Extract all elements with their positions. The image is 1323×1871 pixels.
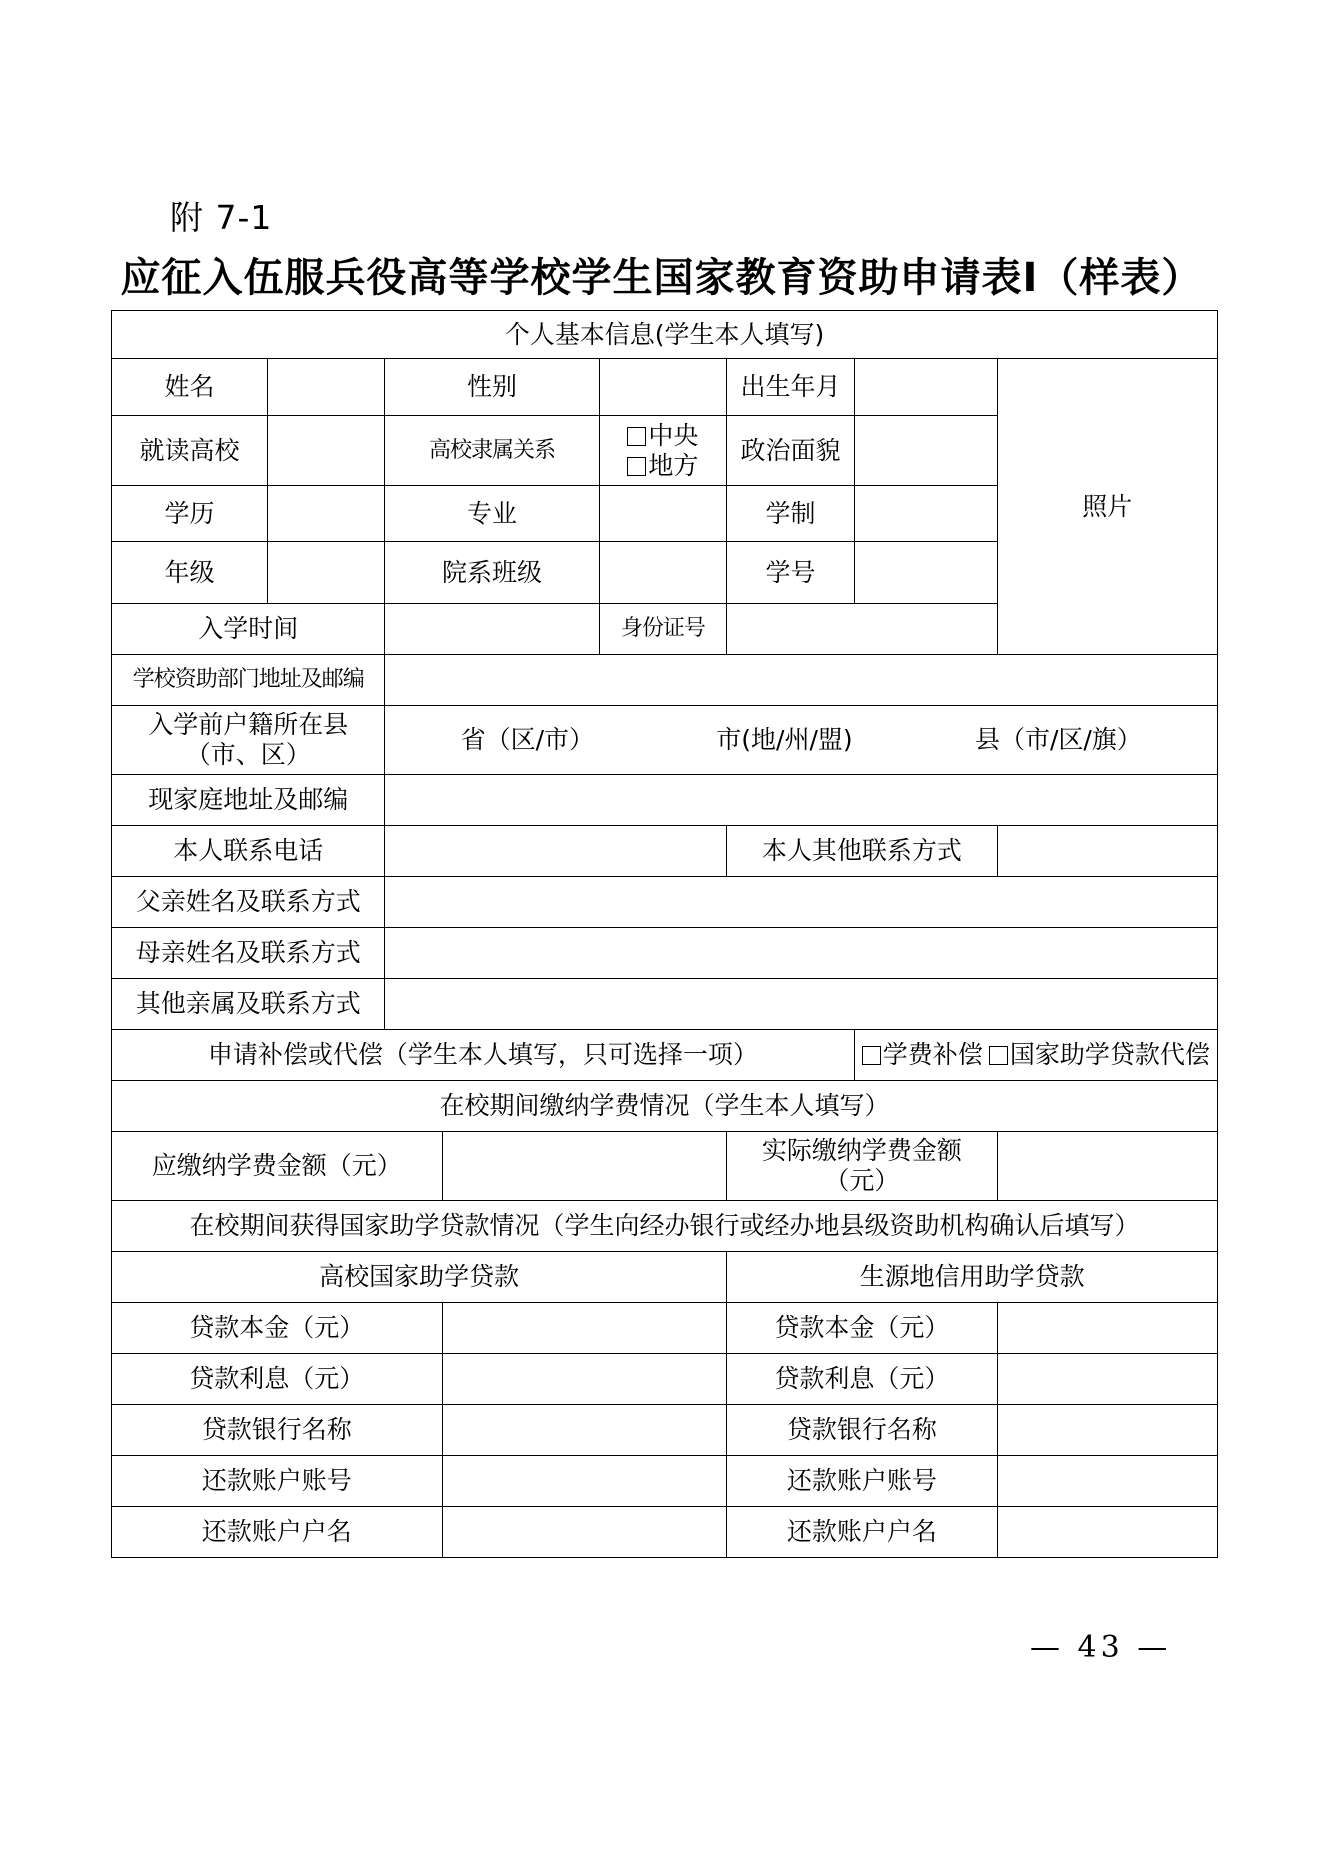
label-interest: 贷款利息（元）	[112, 1354, 443, 1405]
field-bank-school[interactable]	[442, 1405, 727, 1456]
label-city: 市(地/州/盟)	[716, 725, 853, 755]
checkbox-icon[interactable]	[627, 427, 646, 446]
field-home-addr[interactable]	[385, 775, 1218, 826]
label-loan-origin: 生源地信用助学贷款	[727, 1252, 1218, 1303]
label-relative: 其他亲属及联系方式	[112, 979, 385, 1030]
field-household-region[interactable]	[385, 706, 1218, 775]
label-duration: 学制	[727, 486, 855, 542]
label-photo: 照片	[1082, 491, 1133, 521]
label-birth: 出生年月	[727, 359, 855, 416]
label-fee-due: 应缴纳学费金额（元）	[112, 1132, 443, 1201]
affiliation-options	[599, 416, 727, 486]
field-account-name-school[interactable]	[442, 1507, 727, 1558]
field-interest-origin[interactable]	[997, 1354, 1217, 1405]
field-phone[interactable]	[385, 826, 727, 877]
field-account-no-origin[interactable]	[997, 1456, 1217, 1507]
label-home-addr: 现家庭地址及邮编	[112, 775, 385, 826]
field-duration[interactable]	[854, 486, 997, 542]
label-id-no: 身份证号	[599, 604, 727, 655]
field-other-contact[interactable]	[997, 826, 1217, 877]
label-principal: 贷款本金（元）	[727, 1303, 997, 1354]
field-principal-origin[interactable]	[997, 1303, 1217, 1354]
field-birth[interactable]	[854, 359, 997, 416]
section-loan: 在校期间获得国家助学贷款情况（学生向经办银行或经办地县级资助机构确认后填写）	[112, 1201, 1218, 1252]
field-account-no-school[interactable]	[442, 1456, 727, 1507]
field-gender[interactable]	[599, 359, 727, 416]
label-dept-class: 院系班级	[385, 542, 599, 604]
section-fee: 在校期间缴纳学费情况（学生本人填写）	[112, 1081, 1218, 1132]
label-grade: 年级	[112, 542, 268, 604]
checkbox-icon[interactable]	[989, 1046, 1008, 1065]
checkbox-icon[interactable]	[627, 457, 646, 476]
label-loan-school: 高校国家助学贷款	[112, 1252, 727, 1303]
label-household: 入学前户籍所在县 （市、区）	[112, 706, 385, 775]
field-mother[interactable]	[385, 928, 1218, 979]
field-id-no[interactable]	[727, 604, 997, 655]
field-father[interactable]	[385, 877, 1218, 928]
label-other-contact: 本人其他联系方式	[727, 826, 997, 877]
field-aid-dept-addr[interactable]	[385, 655, 1218, 706]
field-fee-due[interactable]	[442, 1132, 727, 1201]
option-central[interactable]: 中央	[627, 421, 698, 451]
field-grade[interactable]	[268, 542, 385, 604]
label-mother: 母亲姓名及联系方式	[112, 928, 385, 979]
label-gender: 性别	[385, 359, 599, 416]
checkbox-icon[interactable]	[862, 1046, 881, 1065]
field-enroll-time[interactable]	[385, 604, 599, 655]
option-local[interactable]: 地方	[627, 451, 698, 481]
field-principal-school[interactable]	[442, 1303, 727, 1354]
label-school: 就读高校	[112, 416, 268, 486]
photo-box[interactable]	[997, 359, 1217, 655]
field-dept-class[interactable]	[599, 542, 727, 604]
label-affiliation: 高校隶属关系	[385, 416, 599, 486]
label-interest: 贷款利息（元）	[727, 1354, 997, 1405]
label-fee-paid: 实际缴纳学费金额 （元）	[727, 1132, 997, 1201]
label-phone: 本人联系电话	[112, 826, 385, 877]
label-account-name: 还款账户户名	[112, 1507, 443, 1558]
page-number: — 43 —	[1030, 1630, 1172, 1665]
label-bank: 贷款银行名称	[727, 1405, 997, 1456]
field-bank-origin[interactable]	[997, 1405, 1217, 1456]
label-principal: 贷款本金（元）	[112, 1303, 443, 1354]
field-education[interactable]	[268, 486, 385, 542]
label-name: 姓名	[112, 359, 268, 416]
label-county: 县（市/区/旗）	[974, 725, 1142, 755]
label-enroll-time: 入学时间	[112, 604, 385, 655]
field-fee-paid[interactable]	[997, 1132, 1217, 1201]
field-political[interactable]	[854, 416, 997, 486]
label-apply: 申请补偿或代偿（学生本人填写，只可选择一项）	[112, 1030, 855, 1081]
label-aid-dept-addr: 学校资助部门地址及邮编	[112, 655, 385, 706]
field-school[interactable]	[268, 416, 385, 486]
label-province: 省（区/市）	[460, 725, 594, 755]
label-account-name: 还款账户户名	[727, 1507, 997, 1558]
label-father: 父亲姓名及联系方式	[112, 877, 385, 928]
field-interest-school[interactable]	[442, 1354, 727, 1405]
application-form	[111, 310, 1218, 1558]
apply-options	[854, 1030, 1217, 1081]
label-account-no: 还款账户账号	[727, 1456, 997, 1507]
label-student-no: 学号	[727, 542, 855, 604]
field-relative[interactable]	[385, 979, 1218, 1030]
field-student-no[interactable]	[854, 542, 997, 604]
field-name[interactable]	[268, 359, 385, 416]
label-bank: 贷款银行名称	[112, 1405, 443, 1456]
label-account-no: 还款账户账号	[112, 1456, 443, 1507]
label-education: 学历	[112, 486, 268, 542]
section-basic-info: 个人基本信息(学生本人填写)	[112, 311, 1218, 359]
field-major[interactable]	[599, 486, 727, 542]
field-account-name-origin[interactable]	[997, 1507, 1217, 1558]
label-political: 政治面貌	[727, 416, 855, 486]
option-fee-compensation[interactable]: 学费补偿	[862, 1039, 983, 1070]
label-major: 专业	[385, 486, 599, 542]
annex-label: 附 7-1	[170, 198, 273, 237]
option-loan-repayment[interactable]: 国家助学贷款代偿	[989, 1039, 1210, 1070]
form-title: 应征入伍服兵役高等学校学生国家教育资助申请表Ⅰ（样表）	[120, 255, 1203, 301]
